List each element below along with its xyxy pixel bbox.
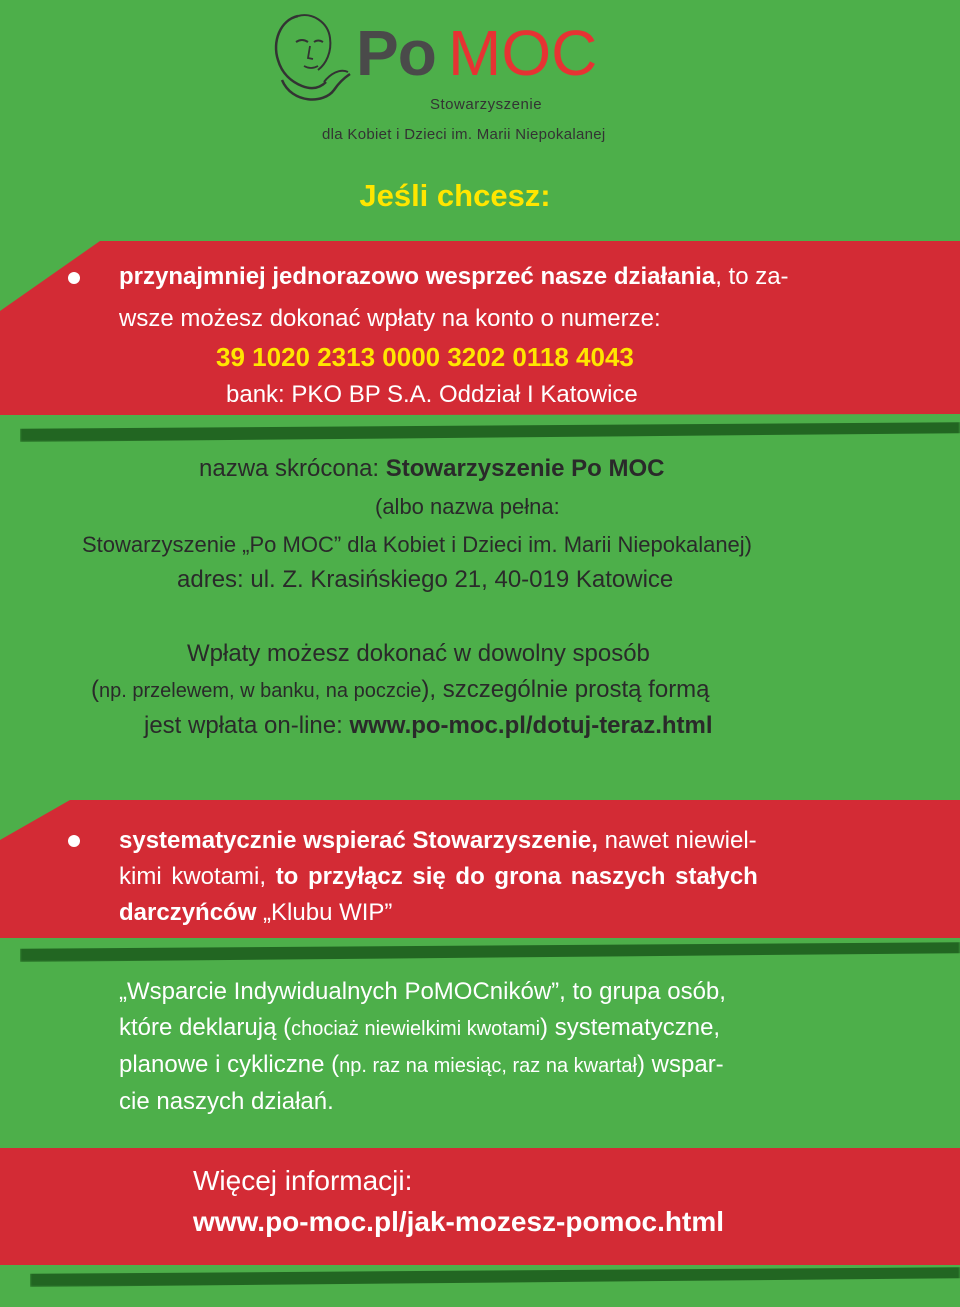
payment-line2 [91, 675, 710, 706]
band-shadow-2 [20, 940, 960, 962]
bank-name: bank: PKO BP S.A. Oddział I Katowice [226, 381, 638, 408]
section2-l3-rest: „Klubu WIP” [256, 899, 393, 926]
logo [268, 8, 628, 108]
heading: Jeśli chcesz: [359, 178, 551, 213]
logo-po: Po [356, 17, 436, 89]
full-name-value: Stowarzyszenie „Po MOC” dla Kobiet i Dzieci im. Marii Niepokalanej) [82, 532, 753, 557]
section2-l1-rest: nawet niewiel- [597, 827, 757, 854]
wip-l3b: np. raz na miesiąc, raz na kwartał [339, 1055, 637, 1077]
account-number: 39 1020 2313 0000 3202 0118 4043 [216, 342, 634, 372]
section2-line1 [119, 826, 757, 856]
wip-l2c: ) systematyczne, [540, 1014, 721, 1041]
donate-link[interactable]: www.po-moc.pl/dotuj-teraz.html [349, 712, 713, 739]
wip-line4: cie naszych działań. [119, 1088, 334, 1115]
short-name-value: Stowarzyszenie Po MOC [385, 455, 665, 482]
band-shadow-1 [20, 420, 960, 442]
woman-face-icon [268, 8, 358, 108]
association-line1: Stowarzyszenie [430, 96, 543, 113]
pay2-examples: np. przelewem, w banku, na poczcie [99, 680, 422, 702]
bullet-2 [68, 835, 80, 847]
more-info-label: Więcej informacji: [193, 1165, 413, 1196]
section1-l1-bold: przynajmniej jednorazowo wesprzeć nasze działania [119, 263, 716, 290]
more-info-link[interactable]: www.po-moc.pl/jak-mozesz-pomoc.html [193, 1206, 725, 1237]
wip-line1: „Wsparcie Indywidualnych PoMOCników”, to grupa osób, [119, 978, 726, 1005]
section2-l1-bold: systematycznie wspierać Stowarzyszenie, [119, 827, 598, 854]
wip-l2a: które deklarują ( [119, 1014, 292, 1041]
short-name-line [199, 454, 665, 484]
pay2-rest: ), szczególnie prostą formą [421, 676, 710, 703]
wip-line2 [119, 1013, 720, 1044]
address: adres: ul. Z. Krasińskiego 21, 40-019 Katowice [177, 566, 674, 593]
band-shadow-3 [30, 1265, 960, 1287]
section2-line2 [119, 862, 758, 892]
section2-l3-bold: darczyńców [119, 899, 257, 926]
bullet-1 [68, 272, 80, 284]
payment-line1: Wpłaty możesz dokonać w dowolny sposób [187, 640, 650, 667]
section1-line2: wsze możesz dokonać wpłaty na konto o numerze: [119, 305, 661, 332]
logo-moc: MOC [448, 17, 598, 89]
payment-line3 [144, 711, 713, 741]
section1-l1-rest: , to za- [715, 263, 789, 290]
wip-line3 [119, 1050, 724, 1081]
section2-l2-rest: kimi kwotami, [119, 863, 276, 890]
full-name-label: (albo nazwa pełna: [375, 494, 560, 519]
pay3-text: jest wpłata on-line: [144, 712, 350, 739]
section1-line1 [119, 262, 789, 292]
section2-line3 [119, 898, 392, 928]
wip-l3c: ) wspar- [637, 1051, 724, 1078]
short-name-label: nazwa skrócona: [199, 455, 386, 482]
wip-l2b: chociaż niewielkimi kwotami [291, 1018, 541, 1040]
pay2-open: ( [91, 676, 99, 703]
association-line2: dla Kobiet i Dzieci im. Marii Niepokalanej [322, 126, 606, 143]
section2-l2-bold: to przyłącz się do grona naszych stałych [275, 863, 758, 890]
wip-l3a: planowe i cykliczne ( [119, 1051, 340, 1078]
